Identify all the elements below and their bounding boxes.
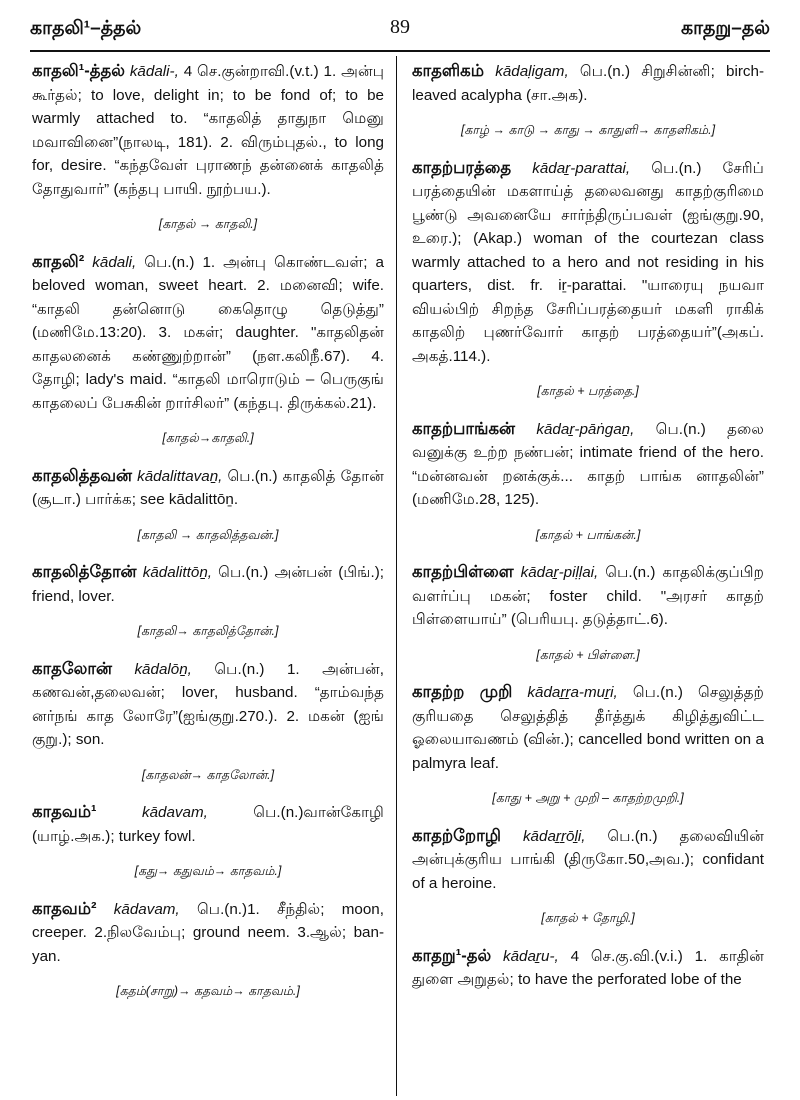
column-divider [396, 56, 397, 1096]
dictionary-entry [412, 561, 764, 632]
entry-headword: காதற்பாங்கன் [412, 419, 516, 438]
entry-etymology: [காழ் → காடு → காது → காதுளி→ காதளிகம்.] [460, 123, 716, 137]
entry-definition: பெ.(n.) 1. அன்பு கொண்டவள்; a beloved woman, sweet heart. 2. மனைவி; wife. “காதலி தன்னொடு கைதொழு தெடுத்து” (மணிமே.13:20). 3. மகள்; daughter. "காதலிதன் காதலனைக் கண்ணுற்றான்” (நள.கலிநீ.67). 4. தோழி; lady's maid. “காதலி மாரொடும் – பெருகுங் காதலைப் பேசுகின் றார்சிலர்” (கந்தபு. திருக்கல்.21). [32, 253, 384, 412]
entry-headword: காதறு¹-தல் [412, 946, 492, 965]
entry-headword: காதவம்¹ [32, 803, 97, 821]
entry-etymology: [காதல் + பரத்தை.] [537, 384, 639, 398]
entry-etymology: [காதல் + தோழி.] [541, 911, 635, 925]
dictionary-entry [32, 658, 384, 752]
entry-definition: 4 செ.கு.வி.(v.i.) 1. காதின் துளை அறுதல்; to have the perforated lobe of the [412, 947, 764, 988]
page-header [30, 10, 770, 46]
dictionary-entry [32, 561, 384, 608]
dictionary-entry [32, 898, 384, 969]
entry-transliteration: kādalittōṉ, [142, 564, 212, 581]
entry-definition: பெ.(n.) 1. அன்பன், கணவன்,தலைவன்; lover, husband. “தாம்வந்த னர்நங் காத லோரே”(ஐங்குறு.270.). 2. மகன் (ஐங் குறு.); son. [32, 660, 384, 748]
entry-headword: காதற்பரத்தை [412, 158, 512, 177]
entry-headword: காதற்றோழி [412, 826, 501, 845]
entry-headword: காதலோன் [32, 659, 112, 678]
entry-definition: பெ.(n.) சிறுசின்னி; birch-leaved acalypha (சா.அக). [412, 63, 764, 104]
entry-definition: பெ.(n.) சேரிப் பரத்தையின் மகளாய்த் தலைவனது காதற்குரிமை பூண்டு அவனையே சார்ந்திருப்பவள் (ஐங்குறு.90, உரை.); (Akap.) woman of the courtezan class warmly attached to a hero and not residing in his quarters, dist. fr. iṟ-parattai. "யாரையு நயவா வியல்பிற் சிறந்த சேரிப்பரத்தையர் மகளி ராகிக் காதலிற் புணர்வோர் காதற் பரத்தையர்”(அகப். அகத்.114.). [412, 159, 764, 365]
entry-definition: பெ.(n.) தலைவியின் அன்புக்குரிய பாங்கி (திருகோ.50,அவ.); confidant of a heroine. [412, 827, 764, 892]
right-column [412, 60, 764, 1004]
entry-transliteration: kādaṟ-parattai, [532, 159, 631, 177]
dictionary-entry [32, 60, 384, 201]
entry-etymology: [காது + அறு + முறி – காதற்றமுறி.] [492, 791, 684, 805]
entry-transliteration: kādavam, [113, 900, 180, 918]
entry-transliteration: kādali-, [129, 63, 179, 80]
dictionary-entry [32, 465, 384, 512]
entry-etymology: [கதம்(சாறு)→ கதவம்→ காதவம்.] [116, 984, 300, 998]
entry-etymology: [காதலி→ காதலித்தோன்.] [137, 624, 279, 638]
entry-headword: காதலி¹-த்தல் [32, 62, 125, 80]
entry-etymology: [கது→ கதுவம்→ காதவம்.] [134, 864, 282, 878]
entry-etymology: [காதல் → காதலி.] [158, 217, 258, 231]
dictionary-entry [412, 60, 764, 107]
dictionary-entry [412, 945, 764, 992]
entry-etymology: [காதல் + பிள்ளை.] [536, 647, 640, 662]
entry-headword: காதலித்தோன் [32, 563, 137, 581]
header-left-guideword: காதலி¹–த்தல் [30, 18, 142, 39]
entry-headword: காதலித்தவன் [32, 466, 133, 485]
entry-headword: காதவம்² [32, 899, 97, 918]
entry-transliteration: kādaḷigam, [495, 63, 569, 80]
page-number: 89 [390, 16, 410, 38]
header-right-guideword: காதறு–தல் [680, 18, 770, 39]
entry-headword: காதலி² [32, 252, 85, 271]
entry-etymology: [காதலன்→ காதலோன்.] [141, 767, 275, 782]
dictionary-entry [412, 157, 764, 369]
entry-headword: காதற்பிள்ளை [412, 563, 514, 581]
entry-transliteration: kādavam, [141, 804, 208, 821]
entry-headword: காதளிகம் [412, 62, 484, 80]
entry-transliteration: kādaṟ-pāṅgaṉ, [536, 420, 635, 438]
entry-definition: பெ.(n.) தலை வனுக்கு உற்ற நண்பன்; intimate friend of the hero. “மன்னவன் றனக்குக்... காதற் பாங்க னாதலின்” (மணிமே.28, 125). [412, 420, 764, 508]
entry-definition: பெ.(n.)வான்கோழி (யாழ்.அக.); turkey fowl. [32, 804, 384, 845]
entry-transliteration: kādaṟṟōḻi, [522, 827, 586, 845]
header-rule [30, 50, 770, 52]
entry-definition: பெ.(n.)1. சீந்தில்; moon, creeper. 2.நிலவேம்பு; ground neem. 3.ஆல்; ban-yan. [32, 900, 384, 965]
left-column [32, 60, 384, 1018]
entry-definition: பெ.(n.) காதலித் தோன் (சூடா.) பார்க்க; see kādalittōṉ. [32, 467, 384, 508]
dictionary-entry [412, 681, 764, 775]
entry-etymology: [காதல்→காதலி.] [162, 431, 254, 445]
entry-definition: 4 செ.குன்றாவி.(v.t.) 1. அன்பு கூர்தல்; to love, delight in; to be fond of; to be warmly attached to. “காதலித் தாதுநா மெனு மவாவினை”(நாலடி, 181). 2. விரும்புதல்., to long for, desire. “கந்தவேள் புராணந் தன்னைக் காதலித் தோதுவார்” (கந்தபு பாயி. நூற்பய.). [32, 63, 384, 198]
dictionary-entry [32, 251, 384, 416]
entry-transliteration: kādaṟṟa-muṟi, [527, 684, 618, 701]
entry-etymology: [காதல் + பாங்கன்.] [535, 527, 641, 542]
entry-transliteration: kādaṟu-, [503, 947, 559, 965]
entry-definition: பெ.(n.) செலுத்தற் குரியதை செலுத்தித் தீர்த்துக் கிழித்துவிட்ட ஓலையாவணம் (வின்.); cancelled bond written on a palmyra leaf. [412, 684, 764, 772]
entry-transliteration: kādalittavaṉ, [137, 467, 223, 485]
entry-definition: பெ.(n.) அன்பன் (பிங்.); friend, lover. [32, 564, 384, 605]
entry-etymology: [காதலி → காதலித்தவன்.] [137, 527, 279, 542]
entry-transliteration: kādalōṉ, [134, 660, 192, 678]
dictionary-entry [412, 825, 764, 896]
entry-transliteration: kādaṟ-piḷḷai, [520, 564, 599, 581]
entry-headword: காதற்ற முறி [412, 683, 513, 701]
entry-transliteration: kādali, [92, 253, 137, 271]
dictionary-entry [412, 418, 764, 512]
entry-definition: பெ.(n.) காதலிக்குப்பிற வளர்ப்பு மகன்; foster child. "அரசர் காதற் பிள்ளையாய்” (பெரியபு. தடுத்தாட்.6). [412, 564, 764, 628]
dictionary-entry [32, 801, 384, 848]
